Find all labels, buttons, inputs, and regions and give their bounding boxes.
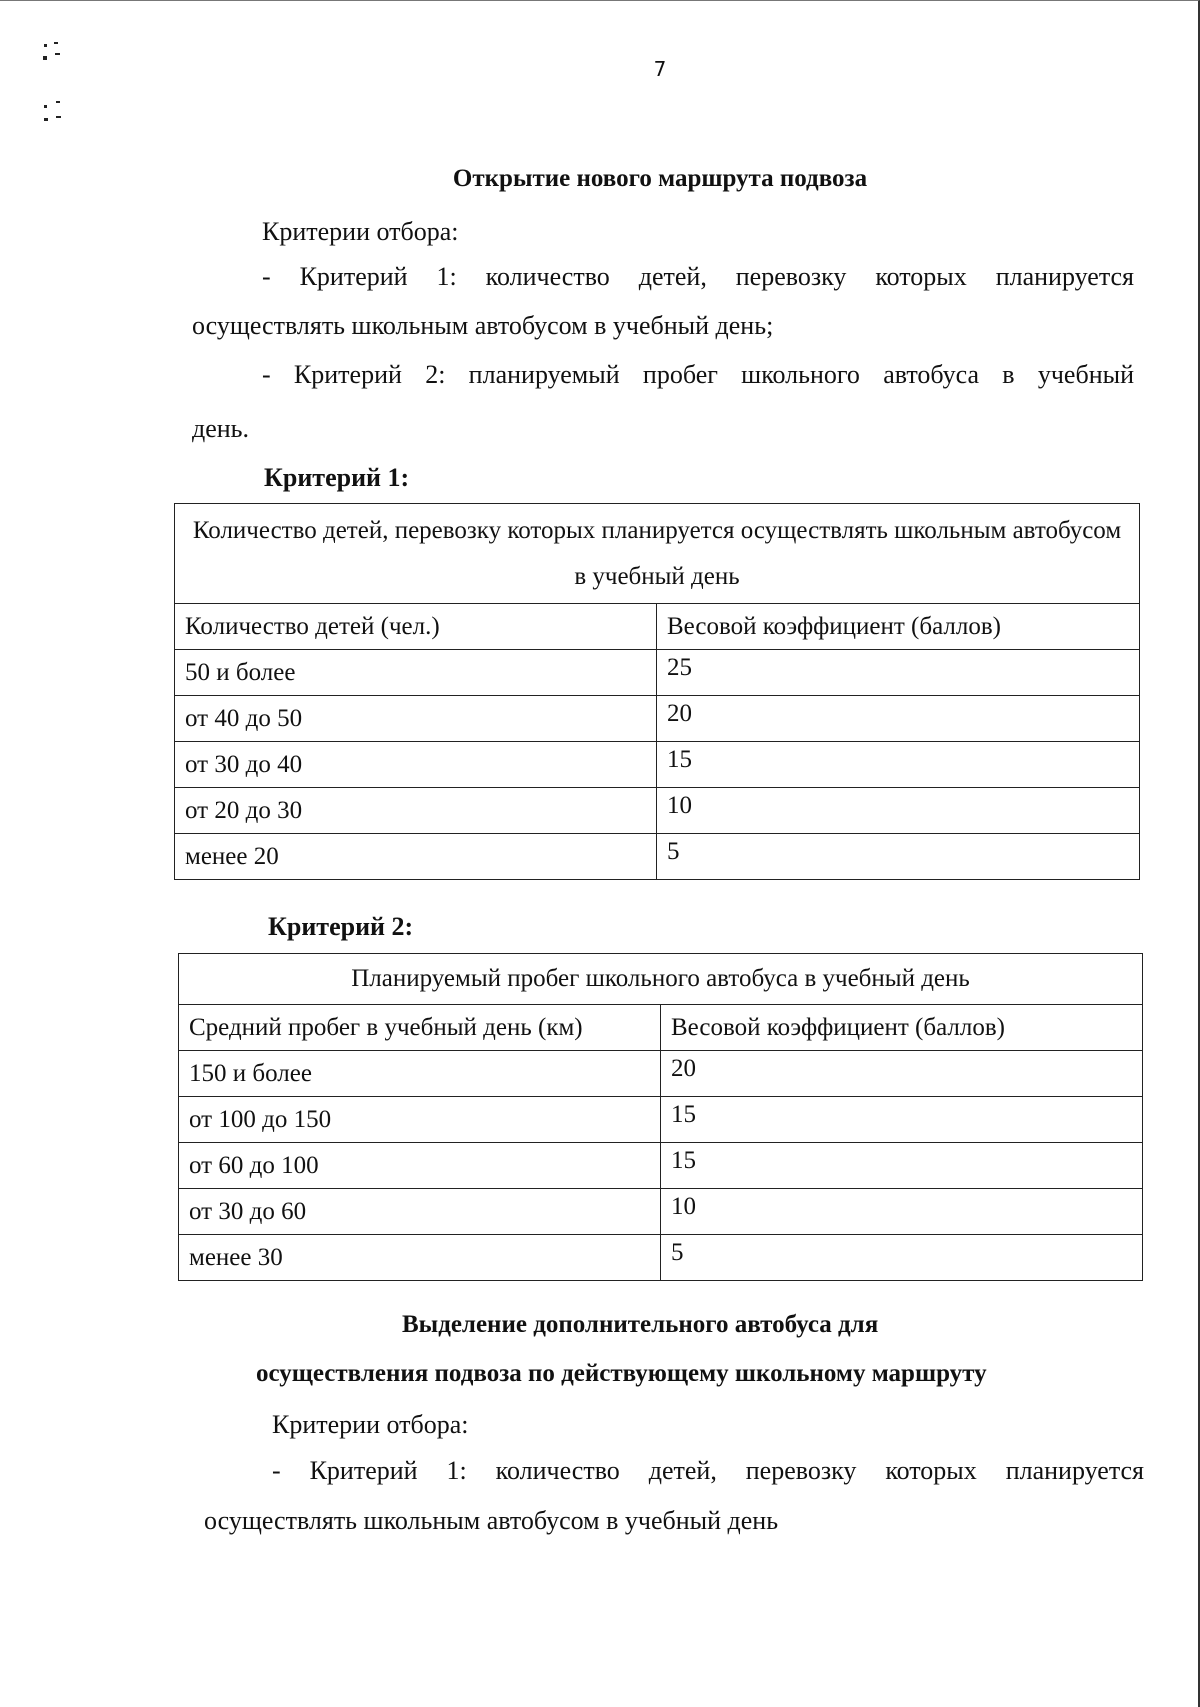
table-cell: менее 20	[175, 834, 657, 880]
column-header: Весовой коэффициент (баллов)	[661, 1005, 1143, 1051]
table-cell: от 20 до 30	[175, 788, 657, 834]
table-row	[175, 742, 1140, 788]
table-row	[175, 788, 1140, 834]
table-row	[179, 1051, 1143, 1097]
section-heading-additional-bus-line2: осуществления подвоза по действующему школьному маршруту	[256, 1360, 987, 1387]
table-cell: от 40 до 50	[175, 696, 657, 742]
criterion2-text-line2: день.	[192, 414, 250, 443]
table-row	[179, 1235, 1143, 1281]
criterion1-label: Критерий 1:	[264, 463, 410, 492]
table-cell: 15	[657, 742, 1140, 788]
table-title-row	[175, 504, 1140, 604]
table-cell: 20	[661, 1051, 1143, 1097]
criterion1-table	[174, 503, 1140, 880]
column-header: Весовой коэффициент (баллов)	[657, 604, 1140, 650]
table-cell: от 30 до 60	[179, 1189, 661, 1235]
column-header: Количество детей (чел.)	[175, 604, 657, 650]
table-row	[179, 1143, 1143, 1189]
table-cell: 25	[657, 650, 1140, 696]
section-heading-additional-bus: Выделение дополнительного автобуса для	[402, 1311, 879, 1338]
table-cell: 15	[661, 1143, 1143, 1189]
table-row	[179, 1189, 1143, 1235]
section2-criterion1-line2: осуществлять школьным автобусом в учебный день	[204, 1506, 779, 1535]
criterion2-table	[178, 953, 1143, 1281]
table-row	[175, 834, 1140, 880]
section2-criterion1-line1: - Критерий 1: количество детей, перевозку которых планируется	[272, 1456, 1144, 1485]
table-row	[175, 696, 1140, 742]
table-title: Планируемый пробег школьного автобуса в учебный день	[179, 954, 1143, 1005]
criterion2-text-line1: - Критерий 2: планируемый пробег школьного автобуса в учебный	[262, 360, 1134, 389]
table-cell: 150 и более	[179, 1051, 661, 1097]
table-cell: 10	[661, 1189, 1143, 1235]
section-heading-new-route: Открытие нового маршрута подвоза	[452, 165, 868, 192]
table-row	[175, 650, 1140, 696]
table-cell: от 30 до 40	[175, 742, 657, 788]
table-header-row	[179, 1005, 1143, 1051]
table-cell: 15	[661, 1097, 1143, 1143]
table-cell: менее 30	[179, 1235, 661, 1281]
table-row	[179, 1097, 1143, 1143]
table-cell: 5	[661, 1235, 1143, 1281]
scan-artifact-marks	[40, 41, 70, 141]
table-cell: 10	[657, 788, 1140, 834]
table-title-row	[179, 954, 1143, 1005]
table-cell: 5	[657, 834, 1140, 880]
table-header-row	[175, 604, 1140, 650]
table-cell: 20	[657, 696, 1140, 742]
table-title: Количество детей, перевозку которых планируется осуществлять школьным автобусом в учебный день	[175, 504, 1140, 604]
table-cell: 50 и более	[175, 650, 657, 696]
criterion2-label: Критерий 2:	[268, 912, 414, 941]
table-cell: от 60 до 100	[179, 1143, 661, 1189]
column-header: Средний пробег в учебный день (км)	[179, 1005, 661, 1051]
table-cell: от 100 до 150	[179, 1097, 661, 1143]
criteria-intro: Критерии отбора:	[262, 217, 459, 246]
page-number: 7	[653, 57, 667, 81]
criteria-intro-2: Критерии отбора:	[272, 1410, 469, 1439]
criterion1-text-line1: - Критерий 1: количество детей, перевозку которых планируется	[262, 262, 1134, 291]
criterion1-text-line2: осуществлять школьным автобусом в учебный день;	[192, 311, 774, 340]
